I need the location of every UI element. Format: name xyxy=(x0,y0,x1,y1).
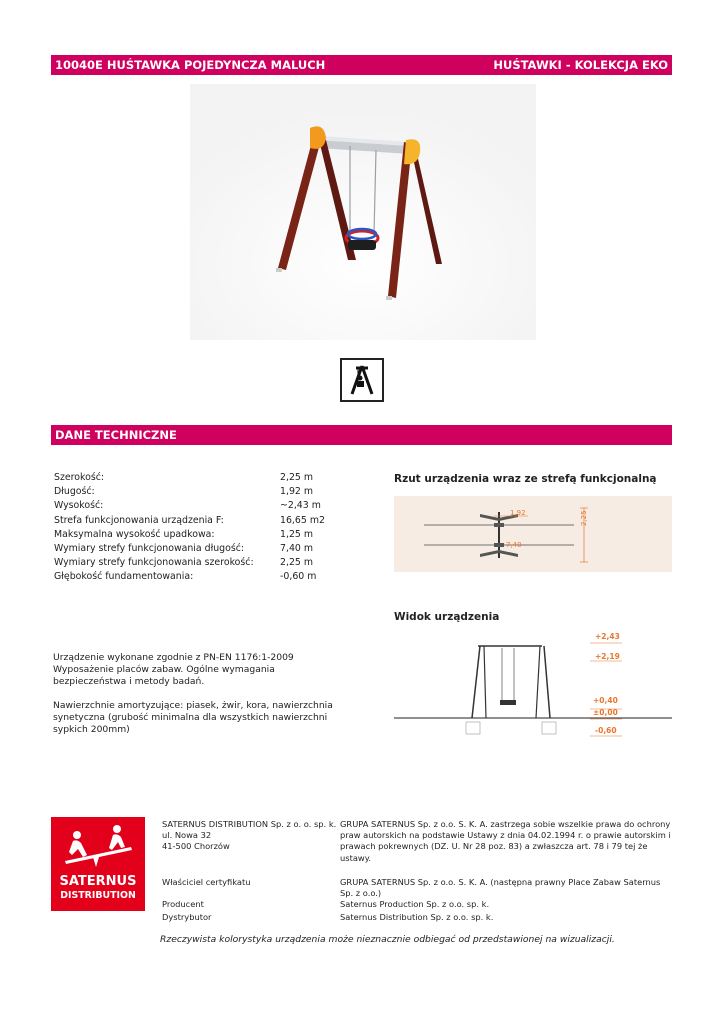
plan-title: Rzut urządzenia wraz ze strefą funkcjonalną xyxy=(394,473,657,485)
spec-value: 2,25 m xyxy=(280,557,313,569)
footer-value: GRUPA SATERNUS Sp. z o.o. S. K. A. (następna prawny Place Zabaw Saternus Sp. z o.o.) xyxy=(340,877,661,899)
surface-note: Nawierzchnie amortyzujące: piasek, żwir, kora, nawierzchnia synetyczna (grubość minimalna dla wszystkich nawierzchni sypkich 200mm) xyxy=(53,700,333,736)
spec-label: Długość: xyxy=(54,486,95,498)
company-line: 41-500 Chorzów xyxy=(162,841,230,852)
company-line: ul. Nowa 32 xyxy=(162,830,212,841)
color-disclaimer: Rzeczywista kolorystyka urządzenia może nieznacznie odbiegać od przedstawionej na wizualizacji. xyxy=(160,934,615,945)
spec-value: 1,25 m xyxy=(280,528,313,540)
logo-line: SATERNUS xyxy=(59,874,137,889)
spec-label: Głębokość fundamentowania: xyxy=(54,571,194,583)
product-image xyxy=(190,84,536,340)
company-address xyxy=(162,819,336,853)
spec-label: Strefa funkcjonowania urządzenia F: xyxy=(54,514,224,526)
spec-label: Szerokość: xyxy=(54,472,105,483)
spec-row xyxy=(54,570,354,584)
plan-drawing xyxy=(394,496,672,572)
elevation-drawing xyxy=(394,632,672,740)
plan-dim-width: 2,25 xyxy=(580,510,588,526)
product-title: 10040E HUŚTAWKA POJEDYNCZA MALUCH xyxy=(55,58,326,72)
footer-value: Saternus Distribution Sp. z o.o. sp. k. xyxy=(340,912,494,922)
spec-value: 2,25 m xyxy=(280,472,313,483)
spec-row xyxy=(54,542,354,556)
norm-note: Urządzenie wykonane zgodnie z PN-EN 1176:1-2009 Wyposażenie placów zabaw. Ogólne wymagania bezpieczeństwa i metody badań. xyxy=(53,652,294,688)
spec-row xyxy=(54,499,354,513)
spec-label: Maksymalna wysokość upadkowa: xyxy=(54,528,215,540)
spec-row xyxy=(54,556,354,570)
footer-value: Saternus Production Sp. z o.o. sp. k. xyxy=(340,899,490,909)
spec-label: Wymiary strefy funkcjonowania długość: xyxy=(54,542,245,554)
elevation-title: Widok urządzenia xyxy=(394,611,500,623)
spec-value: ~2,43 m xyxy=(280,500,321,512)
spec-row xyxy=(54,471,354,485)
spec-row xyxy=(54,528,354,542)
copyright-note: GRUPA SATERNUS Sp. z o.o. S. K. A. zastrzega sobie wszelkie prawa do ochrony praw autorskich na podstawie Ustawy z dnia 04.02.1994 r. o prawie autorskim i prawach pokrewnych (DZ. U. Nr 28 poz. 83) a zwłaszcza art. 78 i 79 tej że ustawy. xyxy=(340,819,671,863)
spec-value: 7,40 m xyxy=(280,542,313,554)
saternus-logo xyxy=(51,817,145,911)
spec-value: 1,92 m xyxy=(280,486,313,498)
spec-row xyxy=(54,485,354,499)
specs-list xyxy=(54,471,354,585)
footer-label: Producent xyxy=(162,899,204,909)
level-label: +2,19 xyxy=(595,652,620,661)
footer-label: Dystrybutor xyxy=(162,912,212,922)
level-label: +0,40 xyxy=(593,696,618,705)
logo-line: DISTRIBUTION xyxy=(60,890,136,901)
section-title: DANE TECHNICZNE xyxy=(55,428,177,442)
company-line: SATERNUS DISTRIBUTION Sp. z o. o. sp. k. xyxy=(162,819,337,829)
spec-row xyxy=(54,514,354,528)
footer-label: Właściciel certyfikatu xyxy=(162,877,251,887)
age-pictogram-icon xyxy=(340,358,384,402)
plan-dim-zone: 7,40 xyxy=(506,541,522,549)
spec-label: Wymiary strefy funkcjonowania szerokość: xyxy=(54,557,254,569)
header-bar xyxy=(51,55,672,75)
level-label: +2,43 xyxy=(595,632,620,641)
spec-label: Wysokość: xyxy=(54,500,104,512)
level-label: ±0,00 xyxy=(593,708,618,717)
section-bar-tech xyxy=(51,425,672,445)
plan-dim-length: 1,92 xyxy=(510,509,526,517)
level-label: -0,60 xyxy=(595,726,617,735)
spec-value: 16,65 m2 xyxy=(280,514,325,526)
collection-label: HUŚTAWKI - KOLEKCJA EKO xyxy=(493,58,668,72)
spec-value: -0,60 m xyxy=(280,571,317,583)
